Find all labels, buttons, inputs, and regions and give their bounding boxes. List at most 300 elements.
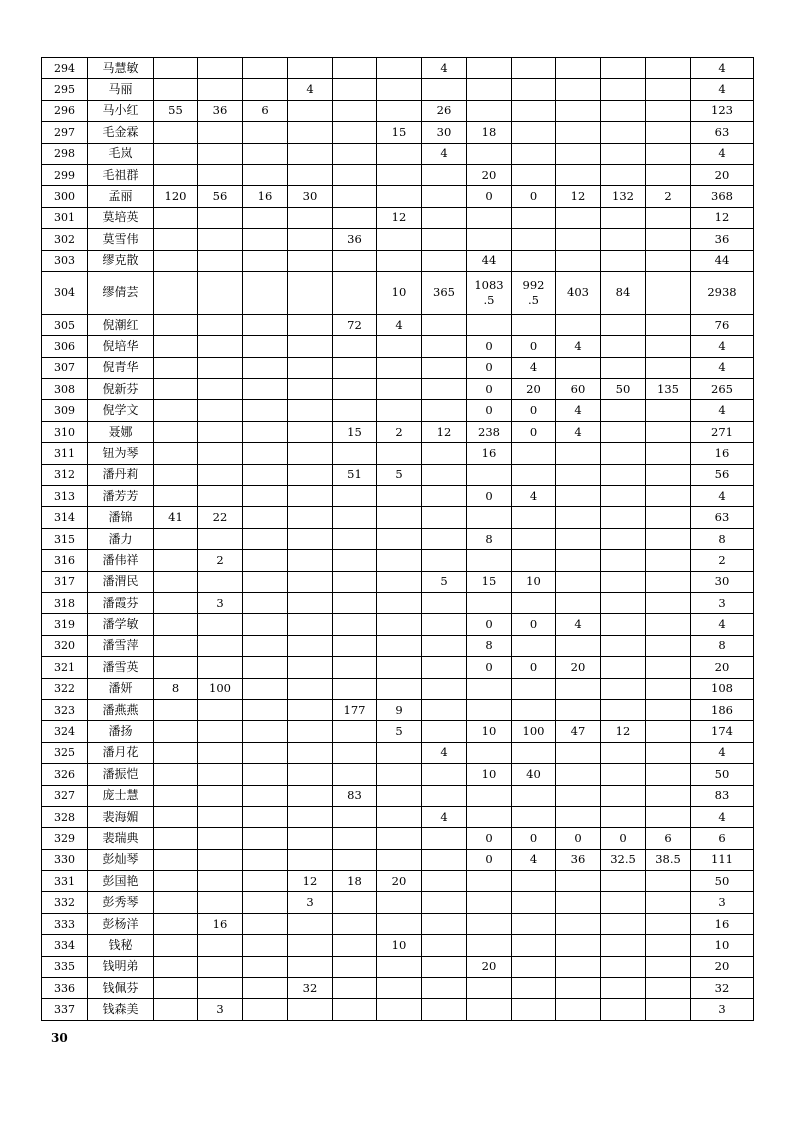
value-cell [333, 764, 377, 785]
value-cell: 32 [288, 978, 333, 999]
total-cell: 4 [691, 58, 754, 79]
value-cell [377, 186, 422, 207]
row-index-cell: 299 [42, 164, 88, 185]
value-cell [243, 443, 288, 464]
value-cell [288, 336, 333, 357]
total-cell: 2 [691, 550, 754, 571]
value-cell: 50 [601, 379, 646, 400]
value-cell [288, 678, 333, 699]
value-cell [422, 443, 467, 464]
total-cell: 44 [691, 250, 754, 271]
table-row [42, 207, 754, 228]
value-cell [198, 571, 243, 592]
value-cell [198, 849, 243, 870]
value-cell: 3 [198, 592, 243, 613]
value-cell: 12 [422, 421, 467, 442]
value-cell [243, 892, 288, 913]
table-row [42, 978, 754, 999]
table-row [42, 721, 754, 742]
value-cell [467, 592, 512, 613]
value-cell [601, 400, 646, 421]
name-cell: 孟丽 [88, 186, 154, 207]
name-cell: 彭秀琴 [88, 892, 154, 913]
value-cell [243, 507, 288, 528]
value-cell [154, 571, 198, 592]
value-cell [198, 271, 243, 314]
value-cell [467, 699, 512, 720]
name-cell: 倪新芬 [88, 379, 154, 400]
value-cell: 0 [512, 614, 556, 635]
table-row [42, 956, 754, 977]
value-cell: 135 [646, 379, 691, 400]
value-cell [512, 913, 556, 934]
total-cell: 6 [691, 828, 754, 849]
table-row [42, 486, 754, 507]
row-index-cell: 331 [42, 871, 88, 892]
value-cell [198, 421, 243, 442]
value-cell [154, 635, 198, 656]
value-cell [422, 379, 467, 400]
table-row [42, 785, 754, 806]
value-cell: 0 [512, 400, 556, 421]
name-cell: 倪学文 [88, 400, 154, 421]
total-cell: 271 [691, 421, 754, 442]
table-row [42, 58, 754, 79]
value-cell: 12 [288, 871, 333, 892]
value-cell: 40 [512, 764, 556, 785]
value-cell [556, 122, 601, 143]
value-cell [333, 486, 377, 507]
value-cell [556, 164, 601, 185]
value-cell [601, 678, 646, 699]
value-cell [646, 785, 691, 806]
value-cell: 120 [154, 186, 198, 207]
value-cell [243, 956, 288, 977]
value-cell: 0 [512, 828, 556, 849]
value-cell [512, 122, 556, 143]
value-cell: 0 [601, 828, 646, 849]
value-cell: 12 [601, 721, 646, 742]
total-cell: 3 [691, 999, 754, 1020]
value-cell: 4 [556, 421, 601, 442]
row-index-cell: 333 [42, 913, 88, 934]
value-cell [377, 164, 422, 185]
value-cell [198, 443, 243, 464]
value-cell [198, 614, 243, 635]
value-cell [288, 164, 333, 185]
table-row [42, 357, 754, 378]
total-cell: 3 [691, 592, 754, 613]
value-cell [646, 58, 691, 79]
value-cell [646, 443, 691, 464]
value-cell [198, 143, 243, 164]
value-cell: 4 [512, 357, 556, 378]
value-cell [243, 978, 288, 999]
total-cell: 108 [691, 678, 754, 699]
value-cell [467, 79, 512, 100]
table-row [42, 849, 754, 870]
value-cell [243, 806, 288, 827]
value-cell: 10 [512, 571, 556, 592]
row-index-cell: 297 [42, 122, 88, 143]
value-cell [646, 229, 691, 250]
value-cell [646, 956, 691, 977]
value-cell [512, 58, 556, 79]
value-cell: 8 [154, 678, 198, 699]
value-cell [288, 122, 333, 143]
name-cell: 庞士慧 [88, 785, 154, 806]
total-cell: 16 [691, 443, 754, 464]
value-cell [556, 892, 601, 913]
value-cell [333, 913, 377, 934]
value-cell: 47 [556, 721, 601, 742]
value-cell [601, 785, 646, 806]
value-cell [333, 571, 377, 592]
total-cell: 3 [691, 892, 754, 913]
value-cell [243, 849, 288, 870]
value-cell [333, 122, 377, 143]
value-cell [422, 785, 467, 806]
value-cell [288, 828, 333, 849]
value-cell: 3 [288, 892, 333, 913]
value-cell [467, 913, 512, 934]
total-cell: 4 [691, 400, 754, 421]
row-index-cell: 307 [42, 357, 88, 378]
value-cell: 10 [377, 935, 422, 956]
value-cell [288, 464, 333, 485]
value-cell [601, 143, 646, 164]
value-cell [333, 806, 377, 827]
value-cell [646, 400, 691, 421]
value-cell [333, 999, 377, 1020]
value-cell: 0 [556, 828, 601, 849]
value-cell: 2 [646, 186, 691, 207]
value-cell [333, 550, 377, 571]
value-cell: 403 [556, 271, 601, 314]
value-cell [154, 828, 198, 849]
value-cell: 10 [467, 764, 512, 785]
value-cell [243, 421, 288, 442]
value-cell [377, 336, 422, 357]
value-cell [243, 207, 288, 228]
total-cell: 4 [691, 79, 754, 100]
value-cell [646, 528, 691, 549]
value-cell: 4 [422, 143, 467, 164]
value-cell [512, 250, 556, 271]
value-cell [154, 892, 198, 913]
value-cell [288, 207, 333, 228]
value-cell [154, 956, 198, 977]
value-cell [556, 871, 601, 892]
value-cell [556, 592, 601, 613]
value-cell: 5 [422, 571, 467, 592]
value-cell [512, 79, 556, 100]
value-cell: 4 [422, 742, 467, 763]
value-cell [333, 379, 377, 400]
value-cell [154, 229, 198, 250]
value-cell [243, 913, 288, 934]
value-cell [601, 999, 646, 1020]
value-cell [601, 164, 646, 185]
value-cell [646, 79, 691, 100]
total-cell: 56 [691, 464, 754, 485]
value-cell [243, 678, 288, 699]
value-cell [601, 486, 646, 507]
value-cell: 0 [512, 336, 556, 357]
value-cell [601, 571, 646, 592]
value-cell [288, 657, 333, 678]
value-cell [288, 614, 333, 635]
value-cell [467, 978, 512, 999]
value-cell [154, 400, 198, 421]
value-cell [243, 871, 288, 892]
table-row [42, 935, 754, 956]
value-cell [556, 764, 601, 785]
name-cell: 马慧敏 [88, 58, 154, 79]
value-cell: 72 [333, 314, 377, 335]
row-index-cell: 337 [42, 999, 88, 1020]
total-cell: 174 [691, 721, 754, 742]
value-cell [333, 58, 377, 79]
value-cell [198, 58, 243, 79]
value-cell [198, 250, 243, 271]
value-cell [288, 764, 333, 785]
value-cell [467, 314, 512, 335]
value-cell [288, 421, 333, 442]
value-part: 992 [522, 277, 545, 292]
value-cell [154, 250, 198, 271]
value-cell [467, 229, 512, 250]
total-cell: 30 [691, 571, 754, 592]
total-cell: 265 [691, 379, 754, 400]
value-cell [646, 806, 691, 827]
value-cell [422, 79, 467, 100]
value-cell [556, 207, 601, 228]
value-cell [243, 250, 288, 271]
value-cell [422, 314, 467, 335]
value-cell [601, 657, 646, 678]
value-cell [422, 336, 467, 357]
value-cell [422, 871, 467, 892]
row-index-cell: 294 [42, 58, 88, 79]
value-cell [333, 507, 377, 528]
value-cell [288, 400, 333, 421]
row-index-cell: 323 [42, 699, 88, 720]
value-cell [556, 635, 601, 656]
value-cell [601, 421, 646, 442]
value-cell [512, 699, 556, 720]
value-cell [333, 400, 377, 421]
name-cell: 裴瑞典 [88, 828, 154, 849]
value-cell [198, 379, 243, 400]
value-cell [377, 79, 422, 100]
value-cell [646, 699, 691, 720]
value-cell [467, 678, 512, 699]
total-cell: 368 [691, 186, 754, 207]
value-cell [333, 614, 377, 635]
value-cell [243, 614, 288, 635]
value-cell [198, 122, 243, 143]
table-row [42, 892, 754, 913]
value-cell [646, 271, 691, 314]
total-cell: 63 [691, 507, 754, 528]
value-cell [601, 742, 646, 763]
total-cell: 8 [691, 635, 754, 656]
value-cell [556, 507, 601, 528]
value-cell [243, 764, 288, 785]
value-cell [154, 550, 198, 571]
total-cell: 32 [691, 978, 754, 999]
name-cell: 潘锦 [88, 507, 154, 528]
value-cell [154, 207, 198, 228]
total-cell: 76 [691, 314, 754, 335]
name-cell: 潘丹莉 [88, 464, 154, 485]
table-row [42, 592, 754, 613]
value-cell [601, 699, 646, 720]
value-cell [333, 721, 377, 742]
value-cell [243, 550, 288, 571]
value-part: .5 [528, 292, 539, 307]
value-cell [556, 357, 601, 378]
value-cell [243, 657, 288, 678]
value-cell [646, 164, 691, 185]
value-cell [422, 764, 467, 785]
value-cell [601, 528, 646, 549]
value-cell [512, 314, 556, 335]
value-cell [154, 271, 198, 314]
value-cell [556, 229, 601, 250]
total-cell: 50 [691, 871, 754, 892]
table-row [42, 164, 754, 185]
value-cell [198, 79, 243, 100]
value-cell [377, 785, 422, 806]
row-index-cell: 308 [42, 379, 88, 400]
value-cell [288, 849, 333, 870]
total-cell: 8 [691, 528, 754, 549]
value-cell [198, 764, 243, 785]
value-cell [556, 785, 601, 806]
total-cell: 20 [691, 657, 754, 678]
value-cell: 18 [333, 871, 377, 892]
value-cell [646, 464, 691, 485]
value-cell: 55 [154, 100, 198, 121]
value-cell [646, 657, 691, 678]
value-cell [467, 207, 512, 228]
value-cell [467, 999, 512, 1020]
value-cell [198, 486, 243, 507]
value-cell [243, 742, 288, 763]
value-cell [333, 100, 377, 121]
value-cell [512, 592, 556, 613]
value-cell [512, 871, 556, 892]
value-cell [243, 699, 288, 720]
value-cell [154, 978, 198, 999]
value-cell [422, 164, 467, 185]
table-row [42, 379, 754, 400]
value-cell [243, 592, 288, 613]
value-cell [154, 357, 198, 378]
value-cell [377, 806, 422, 827]
table-row [42, 550, 754, 571]
value-cell [556, 528, 601, 549]
value-cell [422, 849, 467, 870]
value-cell: 0 [467, 828, 512, 849]
row-index-cell: 332 [42, 892, 88, 913]
value-cell [377, 229, 422, 250]
value-cell [646, 678, 691, 699]
table-row [42, 742, 754, 763]
value-cell [556, 550, 601, 571]
row-index-cell: 335 [42, 956, 88, 977]
total-cell: 16 [691, 913, 754, 934]
value-cell [512, 678, 556, 699]
name-cell: 倪青华 [88, 357, 154, 378]
value-cell: 4 [377, 314, 422, 335]
value-cell [556, 913, 601, 934]
value-cell [198, 892, 243, 913]
value-cell [154, 913, 198, 934]
value-cell [512, 507, 556, 528]
value-cell [377, 443, 422, 464]
name-cell: 潘妍 [88, 678, 154, 699]
value-cell [377, 978, 422, 999]
value-cell [422, 978, 467, 999]
table-row [42, 336, 754, 357]
value-cell: 15 [467, 571, 512, 592]
value-cell [467, 785, 512, 806]
value-cell: 4 [422, 806, 467, 827]
value-cell [333, 207, 377, 228]
value-cell [512, 978, 556, 999]
value-cell [333, 528, 377, 549]
value-cell [601, 357, 646, 378]
table-row [42, 143, 754, 164]
value-cell [512, 207, 556, 228]
name-cell: 钮为琴 [88, 443, 154, 464]
row-index-cell: 330 [42, 849, 88, 870]
value-cell: 0 [467, 357, 512, 378]
value-cell: 0 [512, 421, 556, 442]
table-row [42, 678, 754, 699]
value-cell: 177 [333, 699, 377, 720]
value-cell [154, 657, 198, 678]
value-cell [556, 806, 601, 827]
row-index-cell: 305 [42, 314, 88, 335]
row-index-cell: 303 [42, 250, 88, 271]
name-cell: 潘振恺 [88, 764, 154, 785]
value-cell [377, 849, 422, 870]
name-cell: 毛祖群 [88, 164, 154, 185]
value-cell: 9 [377, 699, 422, 720]
value-cell: 100 [512, 721, 556, 742]
value-cell [422, 828, 467, 849]
total-cell: 186 [691, 699, 754, 720]
table-row [42, 421, 754, 442]
value-cell [646, 592, 691, 613]
row-index-cell: 295 [42, 79, 88, 100]
value-cell: 2 [198, 550, 243, 571]
value-cell [646, 571, 691, 592]
row-index-cell: 324 [42, 721, 88, 742]
value-cell: 15 [377, 122, 422, 143]
value-cell: 18 [467, 122, 512, 143]
total-cell: 123 [691, 100, 754, 121]
value-cell: 20 [467, 164, 512, 185]
value-cell [556, 58, 601, 79]
table-row [42, 464, 754, 485]
value-cell [288, 742, 333, 763]
value-cell [646, 550, 691, 571]
